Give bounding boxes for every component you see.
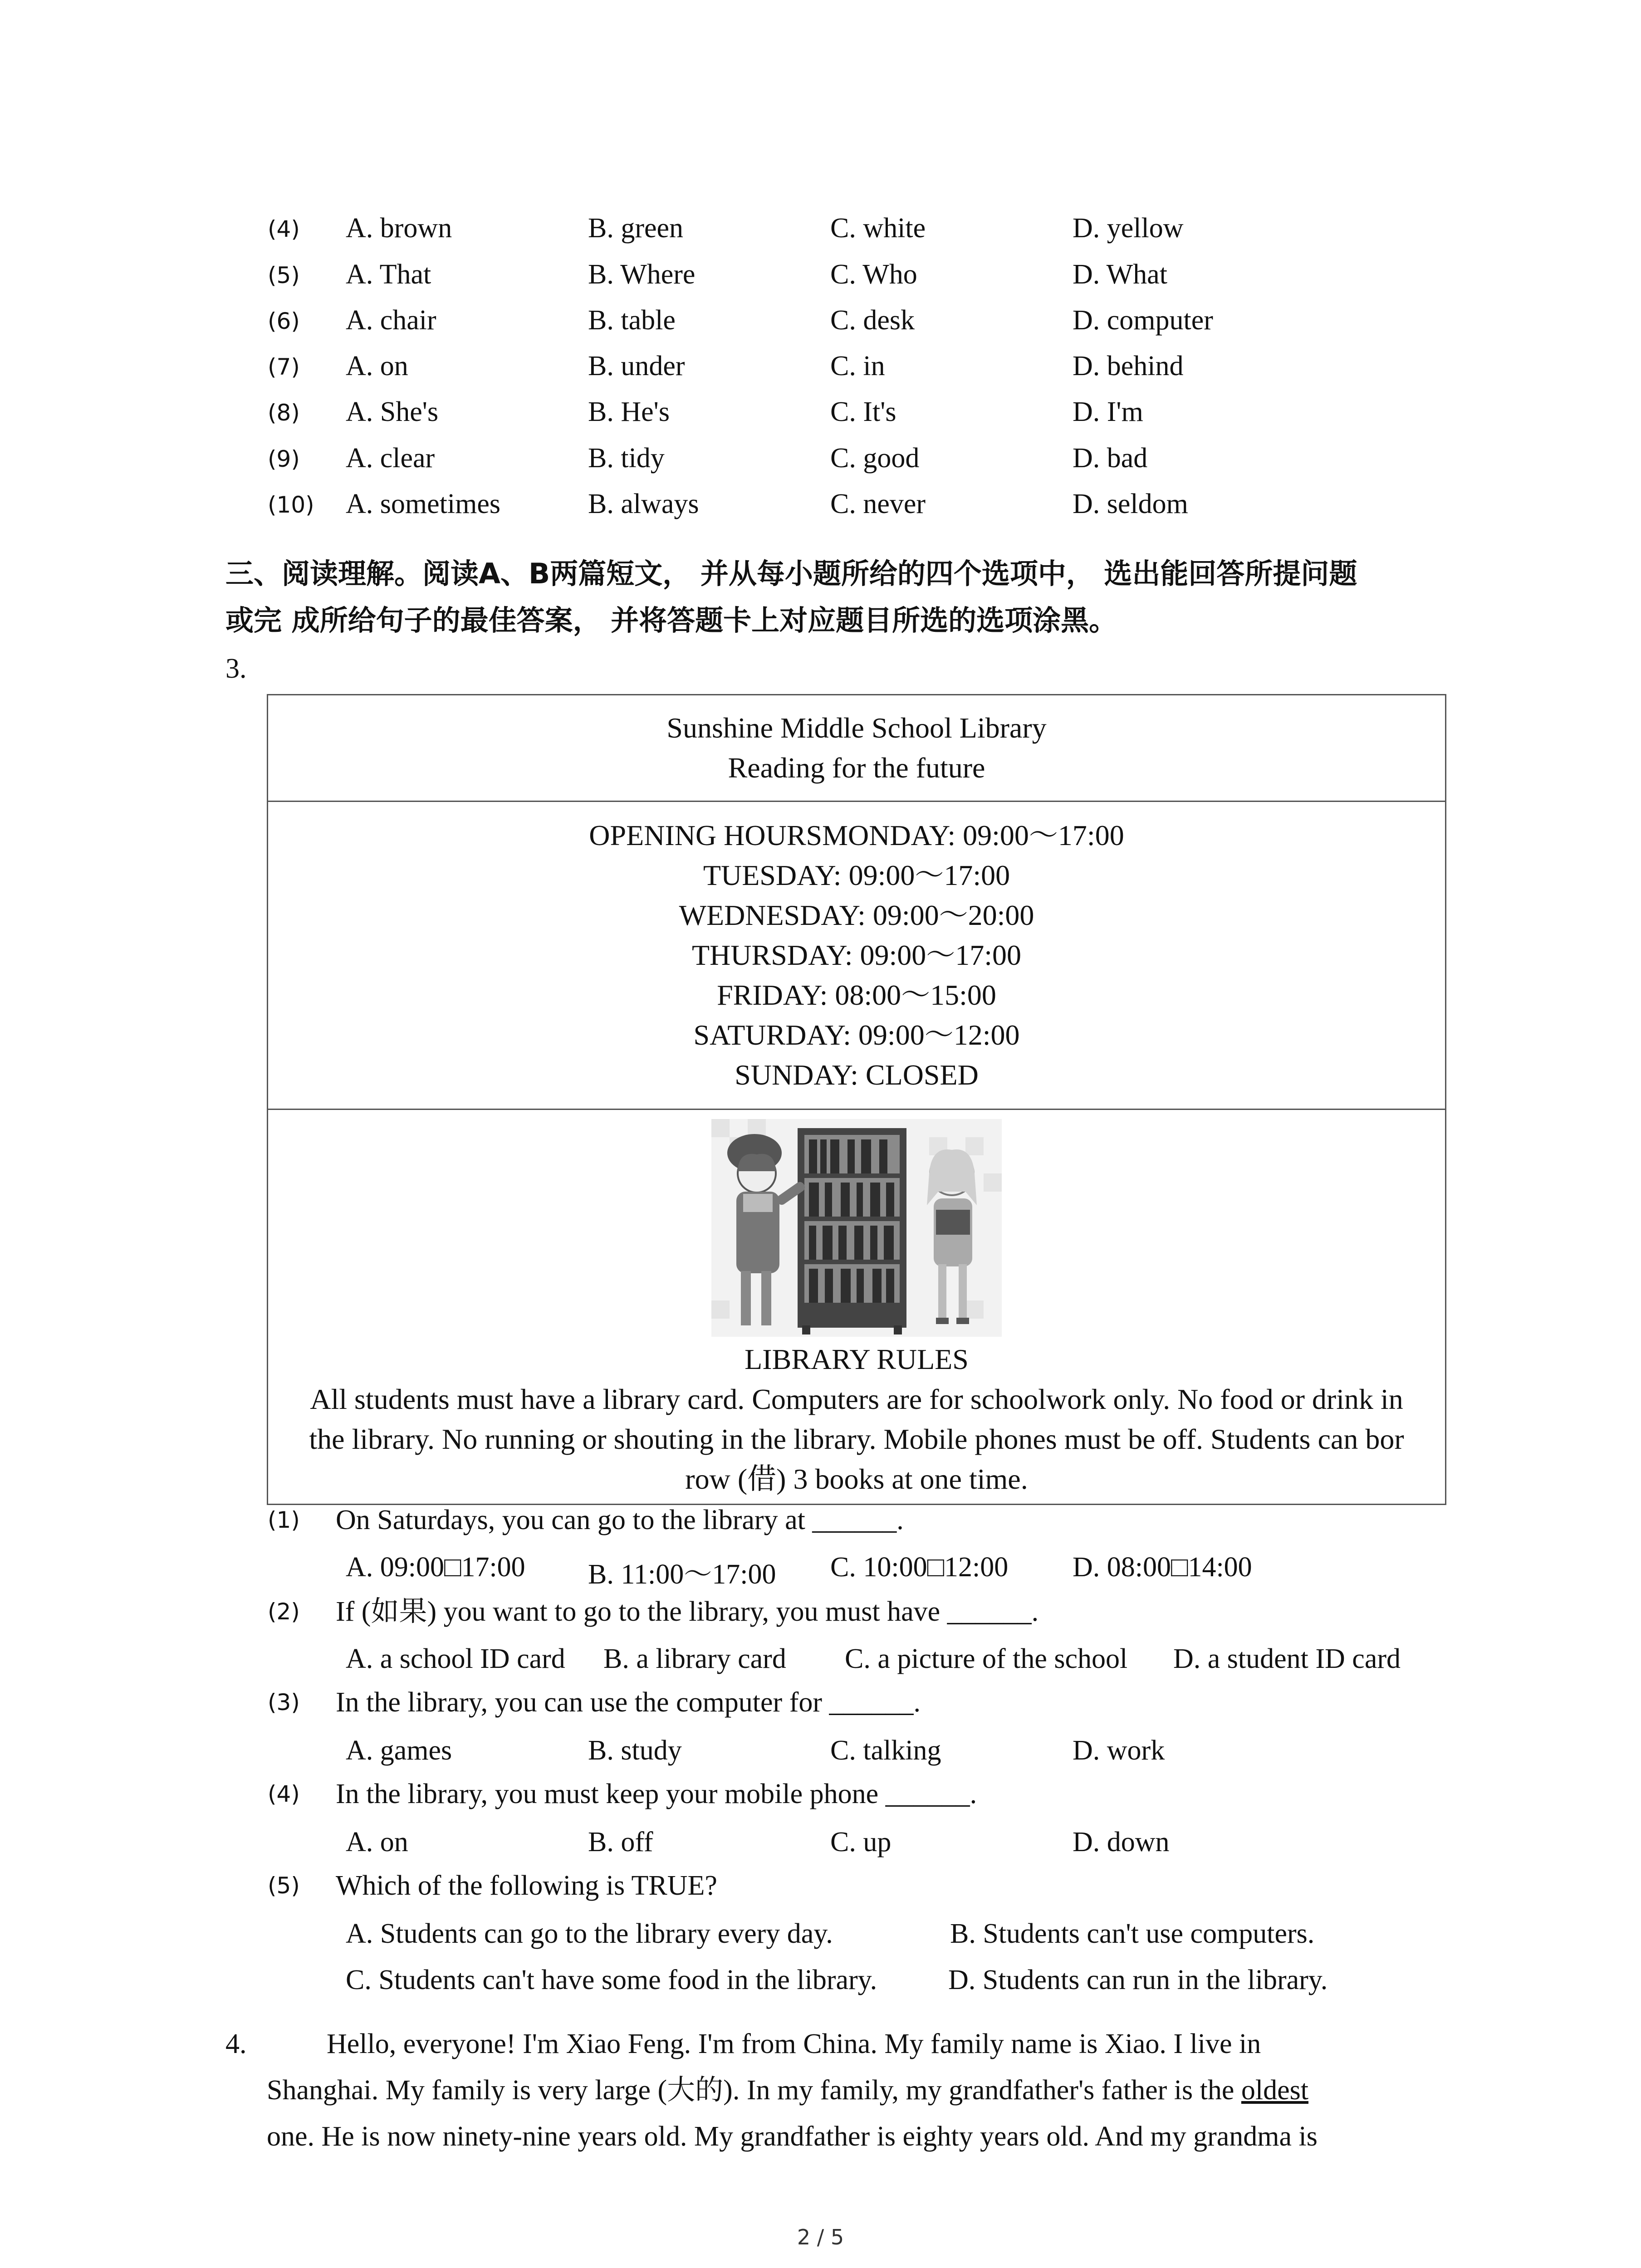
option-a[interactable]: A. chair bbox=[346, 305, 436, 336]
option-d[interactable]: D. computer bbox=[1073, 305, 1213, 336]
option-b[interactable]: B. table bbox=[588, 305, 676, 336]
opening-hours bbox=[277, 816, 1436, 1095]
library-illustration bbox=[711, 1119, 1002, 1337]
option-b[interactable]: B. green bbox=[588, 213, 684, 244]
q3-5-option-d[interactable]: D. Students can run in the library. bbox=[948, 1965, 1328, 1995]
option-b[interactable]: B. He's bbox=[588, 396, 670, 427]
q3-1-text: On Saturdays, you can go to the library at ______. bbox=[336, 1505, 904, 1535]
q3-3-text: In the library, you can use the computer for ______. bbox=[336, 1687, 921, 1718]
option-b[interactable]: B. Where bbox=[588, 259, 696, 290]
question-number: (8) bbox=[268, 400, 300, 426]
option-a[interactable]: A. brown bbox=[346, 213, 452, 244]
q3-4-option-c[interactable]: C. up bbox=[830, 1827, 892, 1857]
option-b[interactable]: B. tidy bbox=[588, 443, 665, 474]
option-c[interactable]: C. Who bbox=[830, 259, 917, 290]
option-b[interactable]: B. under bbox=[588, 351, 685, 381]
option-a[interactable]: A. sometimes bbox=[346, 489, 500, 519]
q3-5-number: (5) bbox=[268, 1872, 300, 1899]
q3-1-option-d[interactable]: D. 08:00□14:00 bbox=[1073, 1552, 1252, 1583]
q3-2-number: (2) bbox=[268, 1598, 300, 1625]
question-number: (4) bbox=[268, 216, 300, 242]
option-c[interactable]: C. never bbox=[830, 489, 926, 519]
option-b[interactable]: B. always bbox=[588, 489, 699, 519]
option-c[interactable]: C. in bbox=[830, 351, 885, 381]
rules-line: the library. No running or shouting in the library. Mobile phones must be off. Students can bor bbox=[309, 1423, 1404, 1455]
q3-2-option-b[interactable]: B. a library card bbox=[603, 1643, 786, 1674]
question-number: (7) bbox=[268, 354, 300, 380]
option-c[interactable]: C. It's bbox=[830, 396, 896, 427]
question-number: 4. bbox=[225, 2028, 247, 2059]
option-c[interactable]: C. white bbox=[830, 213, 926, 244]
notice-title: Sunshine Middle School Library bbox=[666, 712, 1047, 744]
option-d[interactable]: D. yellow bbox=[1073, 213, 1184, 244]
hours-line: THURSDAY: 09:00～17:00 bbox=[691, 939, 1022, 971]
notice-subtitle: Reading for the future bbox=[728, 752, 985, 784]
hours-line: TUESDAY: 09:00～17:00 bbox=[703, 859, 1010, 891]
passage-line-2-text: Shanghai. My family is very large (大的). In my family, my grandfather's father is the bbox=[267, 2075, 1241, 2106]
option-d[interactable]: D. What bbox=[1073, 259, 1167, 290]
q3-3-option-a[interactable]: A. games bbox=[346, 1735, 452, 1766]
rules-text bbox=[277, 1379, 1436, 1499]
q3-2-option-c[interactable]: C. a picture of the school bbox=[845, 1643, 1128, 1674]
question-number: (10) bbox=[268, 492, 314, 518]
hours-line: FRIDAY: 08:00～15:00 bbox=[717, 979, 996, 1011]
q3-4-option-d[interactable]: D. down bbox=[1073, 1827, 1170, 1857]
q3-4-number: (4) bbox=[268, 1781, 300, 1807]
hours-line: SUNDAY: CLOSED bbox=[735, 1059, 979, 1091]
page-number: 2 / 5 bbox=[797, 2225, 844, 2249]
option-d[interactable]: D. behind bbox=[1073, 351, 1184, 381]
library-notice bbox=[267, 694, 1446, 1505]
question-number: (9) bbox=[268, 446, 300, 472]
q3-1-option-b[interactable]: B. 11:00～17:00 bbox=[588, 1559, 776, 1590]
q3-5-option-a[interactable]: A. Students can go to the library every day. bbox=[346, 1918, 833, 1949]
hours-line: WEDNESDAY: 09:00～20:00 bbox=[679, 899, 1034, 931]
option-c[interactable]: C. desk bbox=[830, 305, 915, 336]
option-d[interactable]: D. bad bbox=[1073, 443, 1148, 474]
question-number: (5) bbox=[268, 262, 300, 288]
option-a[interactable]: A. That bbox=[346, 259, 431, 290]
q3-3-option-c[interactable]: C. talking bbox=[830, 1735, 941, 1766]
option-a[interactable]: A. She's bbox=[346, 396, 439, 427]
q3-1-option-c[interactable]: C. 10:00□12:00 bbox=[830, 1552, 1009, 1583]
q3-1-option-a[interactable]: A. 09:00□17:00 bbox=[346, 1552, 525, 1583]
passage-line-1: Hello, everyone! I'm Xiao Feng. I'm from China. My family name is Xiao. I live in bbox=[327, 2028, 1261, 2059]
q3-2-option-a[interactable]: A. a school ID card bbox=[346, 1643, 565, 1674]
q3-2-text: If (如果) you want to go to the library, you must have ______. bbox=[336, 1596, 1039, 1627]
rules-line: All students must have a library card. Computers are for schoolwork only. No food or drink in bbox=[310, 1383, 1403, 1415]
q3-5-option-c[interactable]: C. Students can't have some food in the library. bbox=[346, 1965, 877, 1995]
q3-5-text: Which of the following is TRUE? bbox=[336, 1870, 717, 1901]
question-number: (6) bbox=[268, 308, 300, 334]
q3-4-option-b[interactable]: B. off bbox=[588, 1827, 653, 1857]
q3-3-number: (3) bbox=[268, 1689, 300, 1716]
q3-5-option-b[interactable]: B. Students can't use computers. bbox=[950, 1918, 1315, 1949]
option-d[interactable]: D. seldom bbox=[1073, 489, 1188, 519]
option-c[interactable]: C. good bbox=[830, 443, 920, 474]
section-heading-line1: 三、阅读理解。阅读A、B两篇短文， 并从每小题所给的四个选项中， 选出能回答所提问题 bbox=[225, 557, 1357, 590]
rules-line: row (借) 3 books at one time. bbox=[685, 1463, 1028, 1495]
q3-3-option-d[interactable]: D. work bbox=[1073, 1735, 1165, 1766]
q3-4-option-a[interactable]: A. on bbox=[346, 1827, 408, 1857]
q3-1-number: (1) bbox=[268, 1507, 300, 1533]
hours-line: OPENING HOURSMONDAY: 09:00～17:00 bbox=[589, 819, 1124, 851]
underlined-word: oldest bbox=[1241, 2075, 1309, 2106]
passage-line-3: one. He is now ninety-nine years old. My grandfather is eighty years old. And my grandma is bbox=[267, 2121, 1318, 2152]
rules-title: LIBRARY RULES bbox=[745, 1343, 969, 1375]
option-a[interactable]: A. clear bbox=[346, 443, 435, 474]
option-d[interactable]: D. I'm bbox=[1073, 396, 1143, 427]
section-heading-line2: 或完 成所给句子的最佳答案， 并将答题卡上对应题目所选的选项涂黑。 bbox=[225, 604, 1117, 637]
hours-line: SATURDAY: 09:00～12:00 bbox=[693, 1019, 1020, 1051]
q3-4-text: In the library, you must keep your mobile phone ______. bbox=[336, 1779, 977, 1809]
passage-line-2 bbox=[267, 2067, 1308, 2113]
q3-2-option-d[interactable]: D. a student ID card bbox=[1173, 1643, 1401, 1674]
option-a[interactable]: A. on bbox=[346, 351, 408, 381]
question-number: 3. bbox=[225, 653, 247, 684]
q3-3-option-b[interactable]: B. study bbox=[588, 1735, 682, 1766]
